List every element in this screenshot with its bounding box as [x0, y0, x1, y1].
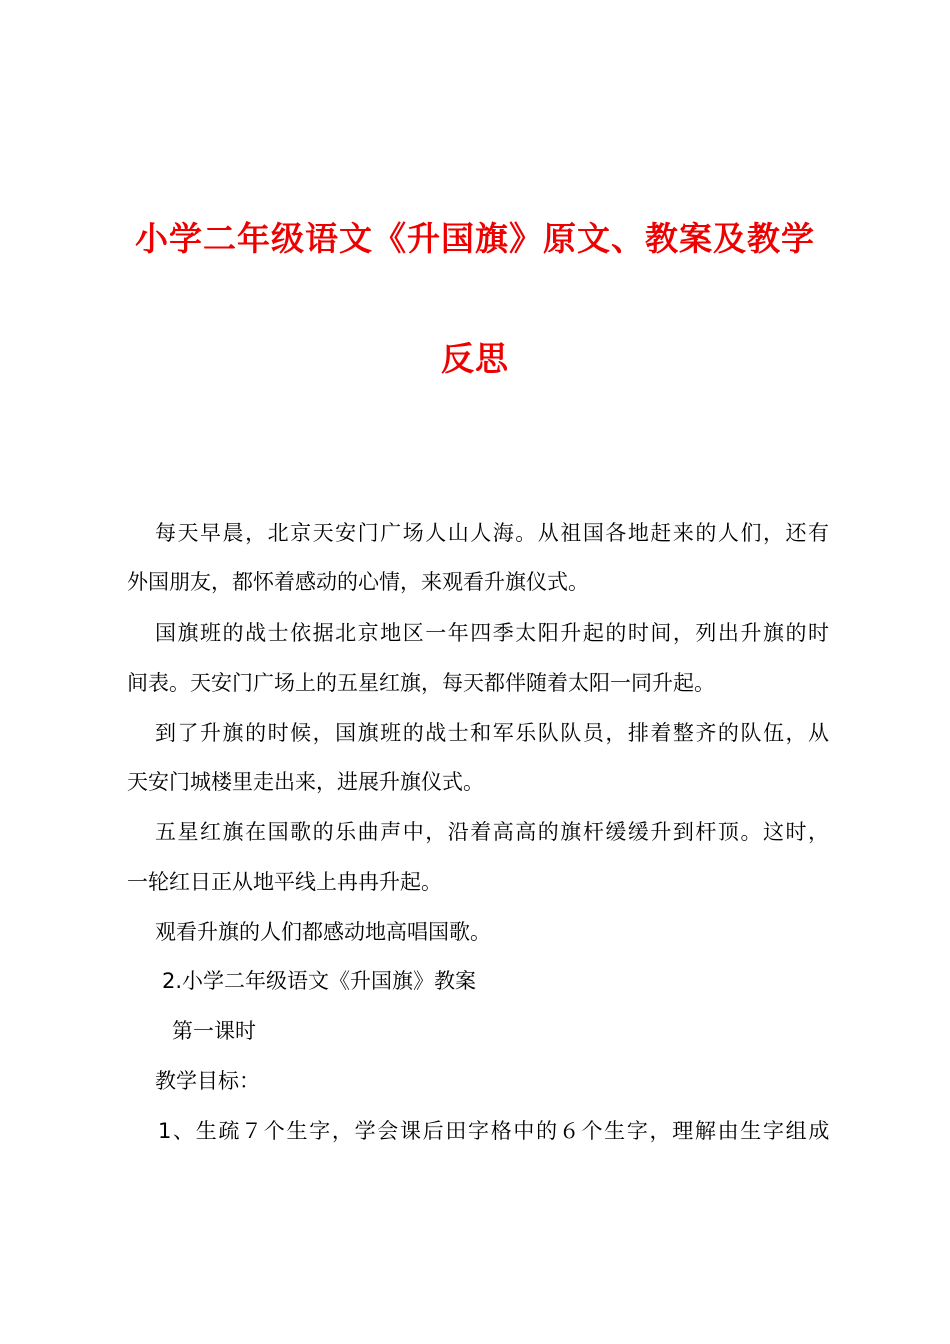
paragraph-line: 天安门城楼里走出来，进展升旗仪式。: [127, 770, 484, 794]
paragraph-line: 到了升旗的时候，国旗班的战士和军乐队队员，排着整齐的队伍，从: [155, 721, 831, 745]
paragraph-line: 间表。天安门广场上的五星红旗，每天都伴随着太阳一同升起。: [127, 671, 715, 695]
paragraph-line: 观看升旗的人们都感动地高唱国歌。: [155, 920, 491, 944]
document-title-line-2: 反思: [441, 339, 509, 378]
paragraph-line: 每天早晨，北京天安门广场人山人海。从祖国各地赶来的人们，还有: [155, 521, 831, 545]
document-title-line-1: 小学二年级语文《升国旗》原文、教案及教学: [135, 219, 815, 258]
paragraph-line: 国旗班的战士依据北京地区一年四季太阳升起的时间，列出升旗的时: [155, 621, 831, 645]
objectives-heading: 教学目标：: [155, 1069, 260, 1093]
paragraph-line: 外国朋友，都怀着感动的心情，来观看升旗仪式。: [127, 570, 589, 594]
paragraph-line: 一轮红日正从地平线上冉冉升起。: [127, 870, 442, 894]
paragraph-line: 五星红旗在国歌的乐曲声中，沿着高高的旗杆缓缓升到杆顶。这时，: [155, 820, 831, 844]
section-heading: 2.小学二年级语文《升国旗》教案: [162, 969, 477, 993]
objective-item: 1、生疏７个生字，学会课后田字格中的６个生字，理解由生字组成: [158, 1119, 832, 1143]
lesson-heading: 第一课时: [172, 1019, 256, 1043]
